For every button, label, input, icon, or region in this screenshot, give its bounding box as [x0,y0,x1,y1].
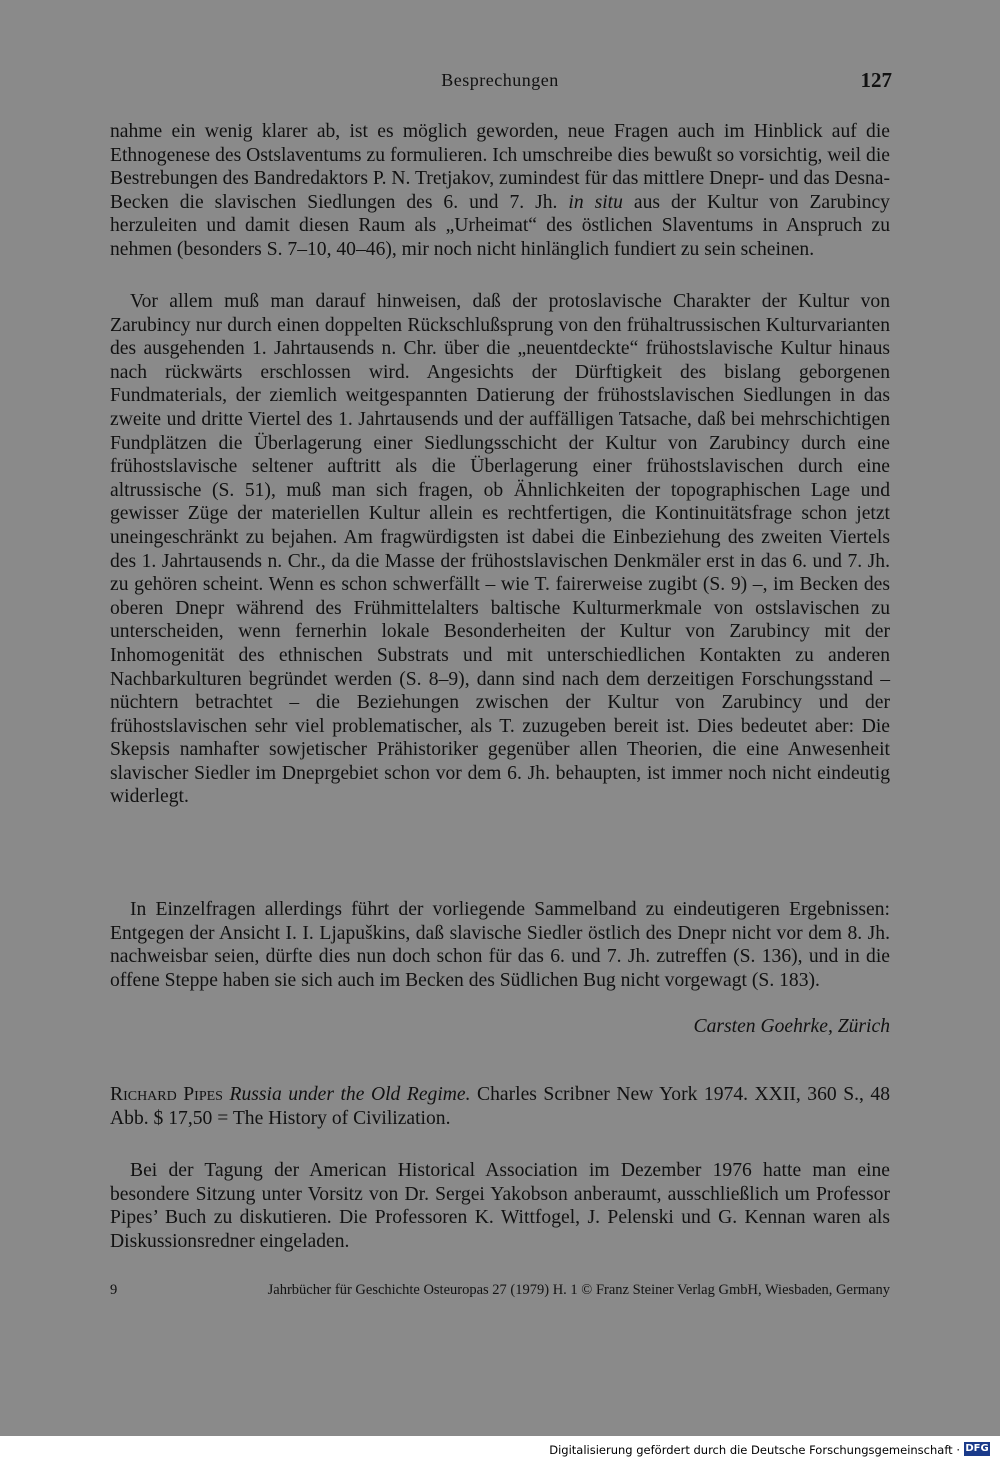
paragraph-text: nahme ein wenig klarer ab, ist es möglich geworden, neue Fragen auch im Hinblick auf die Ethnogenese des Ostslaventums zu formulieren. Ich umschreibe dies bewußt so vorsichtig, weil die Bestrebungen des Bandredaktors P. N. Tretjakov, zumindest für das mittlere Dnepr- und das Desna-Becken die slavischen Siedlungen des 6. und 7. Jh. [110,121,890,213]
page-number: 127 [860,68,892,92]
italic-phrase: in situ [568,191,623,213]
page-footer [110,1282,890,1299]
book-citation [110,1083,890,1131]
book-title: Russia under the Old Regime. [229,1084,471,1105]
reviewer-signature: Carsten Goehrke, Zürich [693,1016,890,1037]
review-paragraph-1 [110,120,890,262]
review2-paragraph-1 [110,1159,890,1253]
paragraph-text-continued: aus der Kultur von Zarubincy herzuleiten und damit diesen Raum als „Urheimat“ des östlichen Slaventums in Anspruch zu nehmen (besonders S. 7–10, 40–46), mir noch nicht hinlänglich fundiert zu sein scheinen. [110,191,890,260]
paragraph-text: Bei der Tagung der American Historical Association im Dezember 1976 hatte man eine besondere Sitzung unter Vorsitz von Dr. Sergei Yakobson anberaumt, ausschließlich um Professor Pipes’ Buch zu diskutieren. Die Professoren K. Wittfogel, J. Pelenski und G. Kennan waren als Diskussionsredner eingeladen. [110,1160,890,1252]
book-imprint: Charles Scribner New York 1974. XXII, 360 S., 48 Abb. $ 17,50 = The History of Civilization. [110,1084,891,1129]
review-paragraph-3 [110,898,890,992]
running-head: Besprechungen [441,70,559,90]
dfg-logo: DFG [965,1443,989,1454]
review-paragraph-2 [110,290,890,809]
paragraph-text: Vor allem muß man darauf hinweisen, daß der protoslavische Charakter der Kultur von Zarubincy nur durch einen doppelten Rückschlußsprung von den frühaltrussischen Kulturvarianten des ausgehenden 1. Jahrtausends n. Chr. über die „neuentdeckte“ frühostslavische Kultur hinaus nach rückwärts erschlossen wird. Angesichts der Dürftigkeit des bislang geborgenen Fundmaterials, der ziemlich weitgespannten Datierung der frühostslavischen Siedlungen in das zweite und dritte Viertel des 1. Jahrtausends und der auffälligen Tatsache, daß bei mehrschichtigen Fundplätzen die Überlagerung einer Siedlungsschicht der Kultur von Zarubincy durch eine frühostslavische seltener auftritt als die Überlagerung einer frühostslavischen durch eine altrussische (S. 51), muß man sich fragen, ob Ähnlichkeiten der topographischen Lage und gewisser Züge der materiellen Kultur allein es rechtfertigen, die Kontinuitätsfrage schon jetzt uneingeschränkt zu bejahen. Am fragwürdigsten ist dabei die Einbeziehung des zweiten Viertels des 1. Jahrtausends n. Chr., da die Masse der frühostslavischen Denkmäler erst in das 6. und 7. Jh. zu gehören scheint. Wenn es schon schwerfällt – wie T. fairerweise zugibt (S. 9) –, im Becken des oberen Dnepr während des Frühmittelalters baltische Kulturmerkmale von ostslavischen zu unterscheiden, wenn fernerhin lokale Besonderheiten der Kultur von Zarubincy mit der Inhomogenität des ethnischen Substrats und mit unterschiedlichen Kontakten zu anderen Nachbarkulturen begründet werden (S. 8–9), dann sind nach dem derzeitigen Forschungsstand – nüchtern betrachtet – die Beziehungen zwischen der Kultur von Zarubincy und der frühostslavischen sehr viel problematischer, als T. zuzugeben bereit ist. Dies bedeutet aber: Die Skepsis namhafter sowjetischer Prähistoriker gegenüber allen Theorien, die eine Anwesenheit slavischer Siedler im Dneprgebiet schon vor dem 6. Jh. behaupten, ist immer noch nicht eindeutig widerlegt. [110,291,890,808]
digitization-credit: Digitalisierung gefördert durch die Deutsche Forschungsgemeinschaft · [549,1443,960,1457]
footer-text: Jahrbücher für Geschichte Osteuropas 27 (1979) H. 1 © Franz Steiner Verlag GmbH, Wiesbaden, Germany [267,1282,890,1298]
paragraph-text: In Einzelfragen allerdings führt der vorliegende Sammelband zu eindeutigeren Ergebnissen: Entgegen der Ansicht I. I. Ljapuškins, daß slavische Siedler östlich des Dnepr nicht vor dem 8. Jh. nachweisbar seien, dürfte dies nun doch schon für das 6. und 7. Jh. zutreffen (S. 136), und in die offene Steppe haben sie sich auch im Becken des Südlichen Bug nicht vorgewagt (S. 183). [110,899,890,991]
book-author: Richard Pipes [110,1084,223,1105]
signature-mark: 9 [110,1282,118,1298]
